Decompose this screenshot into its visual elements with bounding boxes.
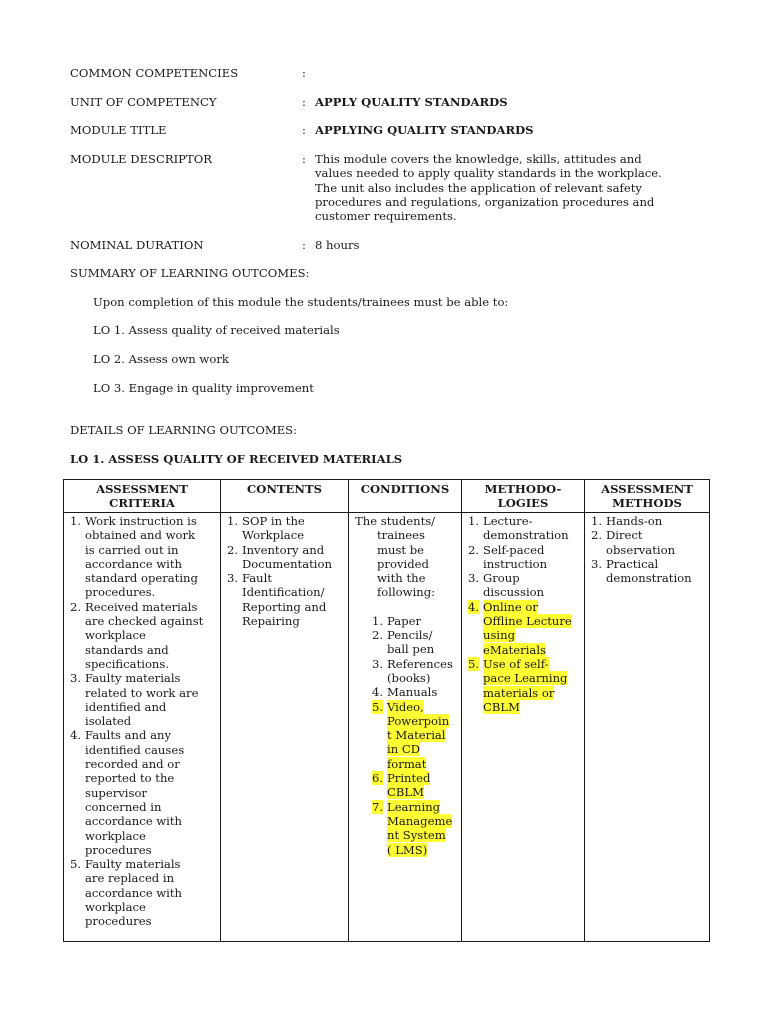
list-item-line: Inventory and <box>242 542 325 557</box>
list-number: 3. <box>468 571 480 586</box>
methodology-item <box>468 571 581 600</box>
conditions-list <box>372 614 458 857</box>
list-item-line: Powerpoin <box>387 713 450 728</box>
methodologies-cell <box>462 513 585 942</box>
list-item-line: discussion <box>483 585 545 600</box>
methodology-item <box>468 600 581 657</box>
header-contents <box>221 480 349 513</box>
descriptor-line: values needed to apply quality standards in the workplace. <box>315 166 662 181</box>
contents-list <box>227 514 345 628</box>
list-number: 1. <box>70 514 82 528</box>
nominal-duration-value: 8 hours <box>315 238 360 252</box>
list-item-line: Direct <box>606 528 643 543</box>
list-item-line: demonstration <box>606 571 692 586</box>
list-item-line: related to work are <box>85 685 199 700</box>
list-item-line: Faulty materials <box>85 857 181 872</box>
list-item-line: Offline Lecture <box>483 614 572 629</box>
list-item-line: standard operating <box>85 571 198 586</box>
list-item-line: using <box>483 628 516 643</box>
list-item-line: Fault <box>242 571 273 586</box>
list-item-line: specifications. <box>85 656 170 671</box>
learning-outcome-item: LO 2. Assess own work <box>93 352 229 366</box>
conditions-intro-line: trainees <box>377 528 425 543</box>
list-item-line: CBLM <box>387 785 424 800</box>
header-line: ASSESSMENT <box>601 482 693 496</box>
list-item-line: eMaterials <box>483 642 546 657</box>
conditions-intro <box>355 514 458 600</box>
list-item-line: Faults and any <box>85 728 172 743</box>
list-item-line: t Material <box>387 728 446 743</box>
list-item-line: accordance with <box>85 885 183 900</box>
header-line: METHODO- <box>484 482 562 496</box>
list-item-line: demonstration <box>483 528 569 543</box>
table-header-row <box>64 480 710 513</box>
list-item-line: identified and <box>85 699 167 714</box>
criteria-item <box>70 600 217 671</box>
descriptor-line: The unit also includes the application of relevant safety <box>315 180 642 195</box>
learning-outcome-item: LO 1. Assess quality of received materials <box>93 323 340 337</box>
header-line: METHODS <box>612 496 682 511</box>
list-item-line: Identification/ <box>242 585 325 600</box>
conditions-cell <box>349 513 462 942</box>
header-conditions <box>349 480 462 513</box>
list-item-line: accordance with <box>85 556 183 571</box>
list-number: 1. <box>372 613 384 628</box>
list-item-line: Repairing <box>242 614 300 629</box>
list-item-line: in CD <box>387 742 421 757</box>
list-item-line: isolated <box>85 714 132 729</box>
assessment-method-item <box>591 557 706 586</box>
list-number: 1. <box>468 514 480 528</box>
criteria-cell <box>64 513 221 942</box>
module-title-colon: : <box>302 123 306 137</box>
assessment-methods-cell <box>585 513 710 942</box>
list-number: 2. <box>70 599 82 614</box>
list-number: 6. <box>372 771 384 786</box>
common-competencies-label: COMMON COMPETENCIES <box>70 66 239 80</box>
nominal-duration-label: NOMINAL DURATION <box>70 238 204 252</box>
table-row <box>64 513 710 942</box>
list-item-line: (books) <box>387 670 431 685</box>
criteria-item <box>70 514 217 600</box>
list-number: 4. <box>70 728 82 743</box>
unit-of-competency-value: APPLY QUALITY STANDARDS <box>315 95 508 109</box>
list-item-line: Hands-on <box>606 514 663 528</box>
list-number: 5. <box>70 857 82 872</box>
conditions-intro-line: following: <box>377 585 436 600</box>
list-item-line: References <box>387 656 453 671</box>
learning-outcome-item: LO 3. Engage in quality improvement <box>93 381 314 395</box>
assessment-method-item <box>591 528 706 557</box>
list-item-line: Self-paced <box>483 542 545 557</box>
descriptor-line: customer requirements. <box>315 209 457 224</box>
list-item-line: are replaced in <box>85 871 175 886</box>
list-item-line: obtained and work <box>85 528 196 543</box>
header-assessment-criteria <box>64 480 221 513</box>
list-item-line: procedures <box>85 914 152 929</box>
list-item-line: identified causes <box>85 742 185 757</box>
condition-item <box>372 685 458 699</box>
list-number: 5. <box>372 699 384 714</box>
list-item-line: Pencils/ <box>387 628 433 643</box>
list-item-line: Learning <box>387 799 441 814</box>
methodology-item <box>468 543 581 572</box>
summary-heading: SUMMARY OF LEARNING OUTCOMES: <box>70 266 310 280</box>
list-item-line: instruction <box>483 556 548 571</box>
contents-cell <box>221 513 349 942</box>
list-number: 2. <box>227 542 239 557</box>
list-item-line: Received materials <box>85 599 198 614</box>
list-item-line: is carried out in <box>85 542 179 557</box>
list-number: 1. <box>227 514 239 528</box>
content-item <box>227 514 345 543</box>
nominal-duration-colon: : <box>302 238 306 252</box>
header-methodologies <box>462 480 585 513</box>
list-item-line: concerned in <box>85 799 162 814</box>
header-assessment-methods <box>585 480 710 513</box>
list-item-line: supervisor <box>85 785 147 800</box>
list-item-line: format <box>387 756 427 771</box>
module-descriptor-text <box>315 152 705 223</box>
list-item-line: nt System <box>387 828 446 843</box>
condition-item <box>372 800 458 857</box>
list-number: 4. <box>372 685 384 700</box>
list-number: 3. <box>227 571 239 586</box>
condition-item <box>372 614 458 628</box>
header-line: CRITERIA <box>109 496 175 511</box>
list-item-line: Paper <box>387 613 422 628</box>
list-item-line: are checked against <box>85 614 204 629</box>
list-item-line: procedures <box>85 842 152 857</box>
lo1-table <box>63 479 710 942</box>
condition-item <box>372 771 458 800</box>
list-item-line: pace Learning <box>483 671 568 686</box>
list-item-line: Documentation <box>242 556 332 571</box>
list-number: 2. <box>591 528 603 543</box>
criteria-item <box>70 728 217 857</box>
list-number: 2. <box>468 542 480 557</box>
list-item-line: Use of self- <box>483 656 549 671</box>
methodologies-list <box>468 514 581 714</box>
details-heading: DETAILS OF LEARNING OUTCOMES: <box>70 423 298 437</box>
descriptor-line: procedures and regulations, organization procedures and <box>315 194 655 209</box>
header-line: CONTENTS <box>247 482 322 496</box>
list-item-line: procedures. <box>85 585 156 600</box>
list-item-line: workplace <box>85 828 146 843</box>
list-item-line: Printed <box>387 771 431 786</box>
conditions-intro-line: must be <box>377 542 425 557</box>
list-item-line: ball pen <box>387 642 435 657</box>
list-number: 2. <box>372 628 384 643</box>
list-number: 3. <box>372 656 384 671</box>
unit-of-competency-label: UNIT OF COMPETENCY <box>70 95 217 109</box>
list-number: 1. <box>591 514 603 528</box>
list-item-line: CBLM <box>483 699 520 714</box>
list-item-line: reported to the <box>85 771 175 786</box>
condition-item <box>372 700 458 771</box>
list-item-line: standards and <box>85 642 169 657</box>
module-descriptor-colon: : <box>302 152 306 166</box>
list-item-line: workplace <box>85 900 146 915</box>
list-item-line: Online or <box>483 599 538 614</box>
list-item-line: Group <box>483 571 520 586</box>
list-item-line: Video, <box>387 699 424 714</box>
lo1-title: LO 1. ASSESS QUALITY OF RECEIVED MATERIALS <box>70 452 403 466</box>
header-line: LOGIES <box>497 496 549 511</box>
methodology-item <box>468 514 581 543</box>
list-item-line: Reporting and <box>242 599 327 614</box>
list-item-line: Manuals <box>387 685 438 700</box>
list-item-line: SOP in the <box>242 514 305 528</box>
list-item-line: Workplace <box>242 528 305 543</box>
list-item-line: Faulty materials <box>85 671 181 686</box>
assessment-methods-list <box>591 514 706 585</box>
methodology-item <box>468 657 581 714</box>
list-number: 5. <box>468 656 480 671</box>
header-line: ASSESSMENT <box>96 482 188 496</box>
list-item-line: Practical <box>606 556 659 571</box>
conditions-intro-line: with the <box>377 571 426 586</box>
conditions-intro-line: provided <box>377 556 429 571</box>
module-title-value: APPLYING QUALITY STANDARDS <box>315 123 534 137</box>
summary-intro: Upon completion of this module the students/trainees must be able to: <box>93 295 509 309</box>
module-descriptor-label: MODULE DESCRIPTOR <box>70 152 212 166</box>
content-item <box>227 543 345 572</box>
criteria-list <box>70 514 217 929</box>
list-item-line: Work instruction is <box>85 514 197 528</box>
conditions-intro-line: The students/ <box>355 514 436 528</box>
list-item-line: recorded and or <box>85 757 180 772</box>
list-item-line: workplace <box>85 628 146 643</box>
list-item-line: ( LMS) <box>387 842 428 857</box>
list-number: 3. <box>591 556 603 571</box>
module-title-label: MODULE TITLE <box>70 123 167 137</box>
criteria-item <box>70 671 217 728</box>
list-number: 3. <box>70 671 82 686</box>
condition-item <box>372 657 458 686</box>
list-number: 7. <box>372 799 384 814</box>
common-competencies-colon: : <box>302 66 306 80</box>
condition-item <box>372 628 458 657</box>
list-number: 4. <box>468 599 480 614</box>
unit-of-competency-colon: : <box>302 95 306 109</box>
list-item-line: observation <box>606 542 676 557</box>
criteria-item <box>70 857 217 928</box>
assessment-method-item <box>591 514 706 528</box>
content-item <box>227 571 345 628</box>
descriptor-line: This module covers the knowledge, skills, attitudes and <box>315 152 642 166</box>
list-item-line: materials or <box>483 685 555 700</box>
list-item-line: accordance with <box>85 814 183 829</box>
list-item-line: Lecture- <box>483 514 533 528</box>
header-line: CONDITIONS <box>360 482 450 496</box>
list-item-line: Manageme <box>387 813 453 828</box>
